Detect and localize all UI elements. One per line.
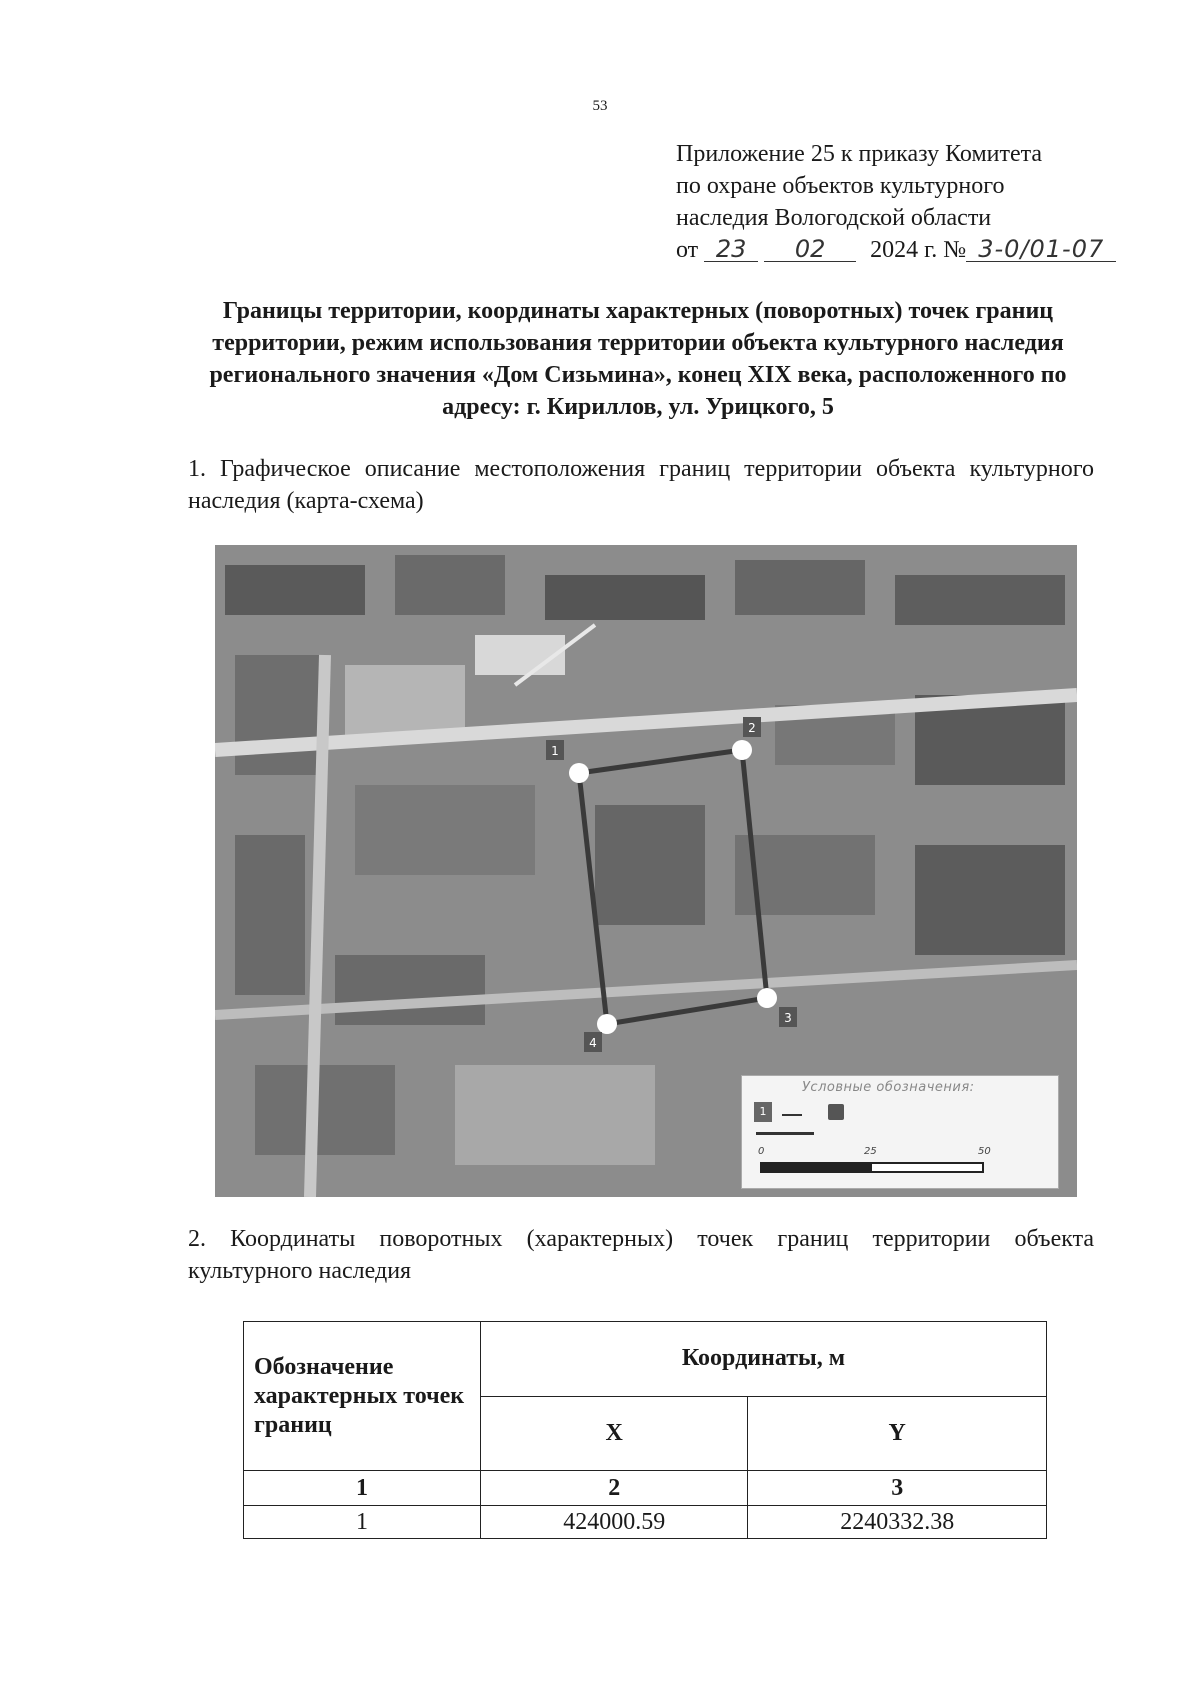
order-year: 2024 г. № [870, 237, 967, 263]
column-number: 1 [244, 1471, 481, 1506]
scale-bar [760, 1162, 984, 1173]
legend-object-icon [828, 1104, 844, 1120]
map-scheme [215, 545, 1077, 1197]
appendix-line: по охране объектов культурного [676, 173, 1005, 199]
point-label: 1 [551, 744, 559, 758]
coordinates-table [243, 1321, 1047, 1539]
order-day-handwritten: 23 [704, 237, 758, 262]
point-label: 4 [589, 1036, 597, 1050]
boundary-point-marker [732, 740, 752, 760]
scale-tick: 50 [978, 1146, 991, 1157]
appendix-line: Приложение 25 к приказу Комитета [676, 141, 1043, 167]
order-month-handwritten: 02 [764, 237, 856, 262]
scale-tick: 25 [864, 1146, 877, 1157]
order-number-handwritten: 3-0/01-07 [966, 237, 1116, 262]
column-number: 2 [481, 1471, 748, 1506]
scale-tick: 0 [758, 1146, 765, 1157]
header-coordinates: Координаты, м [481, 1322, 1047, 1397]
column-number: 3 [748, 1471, 1047, 1506]
legend-point-marker: 1 [754, 1102, 772, 1122]
cell-y: 2240332.38 [748, 1506, 1047, 1539]
header-y: Y [748, 1396, 1047, 1471]
table-header-row [244, 1322, 1047, 1397]
document-title: Границы территории, координаты характерных (поворотных) точек границ территории, режим использования территории объекта культурного наследия регионального значения «Дом Сизьмина», конец XIX века, расположенного по адресу: г. Кириллов, ул. Урицкого, 5 [209, 298, 1067, 420]
order-prefix: от [676, 237, 699, 263]
map-legend [741, 1075, 1059, 1189]
section-2-heading: 2. Координаты поворотных (характерных) точек границ территории объекта культурного наследия [188, 1226, 1094, 1284]
page-number: 53 [592, 98, 608, 114]
boundary-point-marker [757, 988, 777, 1008]
point-label: 3 [784, 1011, 792, 1025]
header-x: X [481, 1396, 748, 1471]
appendix-line: наследия Вологодской области [676, 205, 992, 231]
boundary-point-marker [569, 763, 589, 783]
column-number-row [244, 1471, 1047, 1506]
legend-title: Условные обозначения: [802, 1080, 975, 1095]
appendix-header [676, 138, 1116, 266]
header-point-designation: Обозначение характерных точек границ [244, 1322, 481, 1471]
order-line [676, 234, 1116, 266]
legend-dash [782, 1114, 802, 1116]
boundary-point-marker [597, 1014, 617, 1034]
cell-x: 424000.59 [481, 1506, 748, 1539]
legend-boundary-line [756, 1132, 814, 1135]
table-row [244, 1506, 1047, 1539]
section-1-heading: 1. Графическое описание местоположения границ территории объекта культурного наследия (карта-схема) [188, 456, 1094, 514]
point-label: 2 [748, 721, 756, 735]
cell-point: 1 [244, 1506, 481, 1539]
